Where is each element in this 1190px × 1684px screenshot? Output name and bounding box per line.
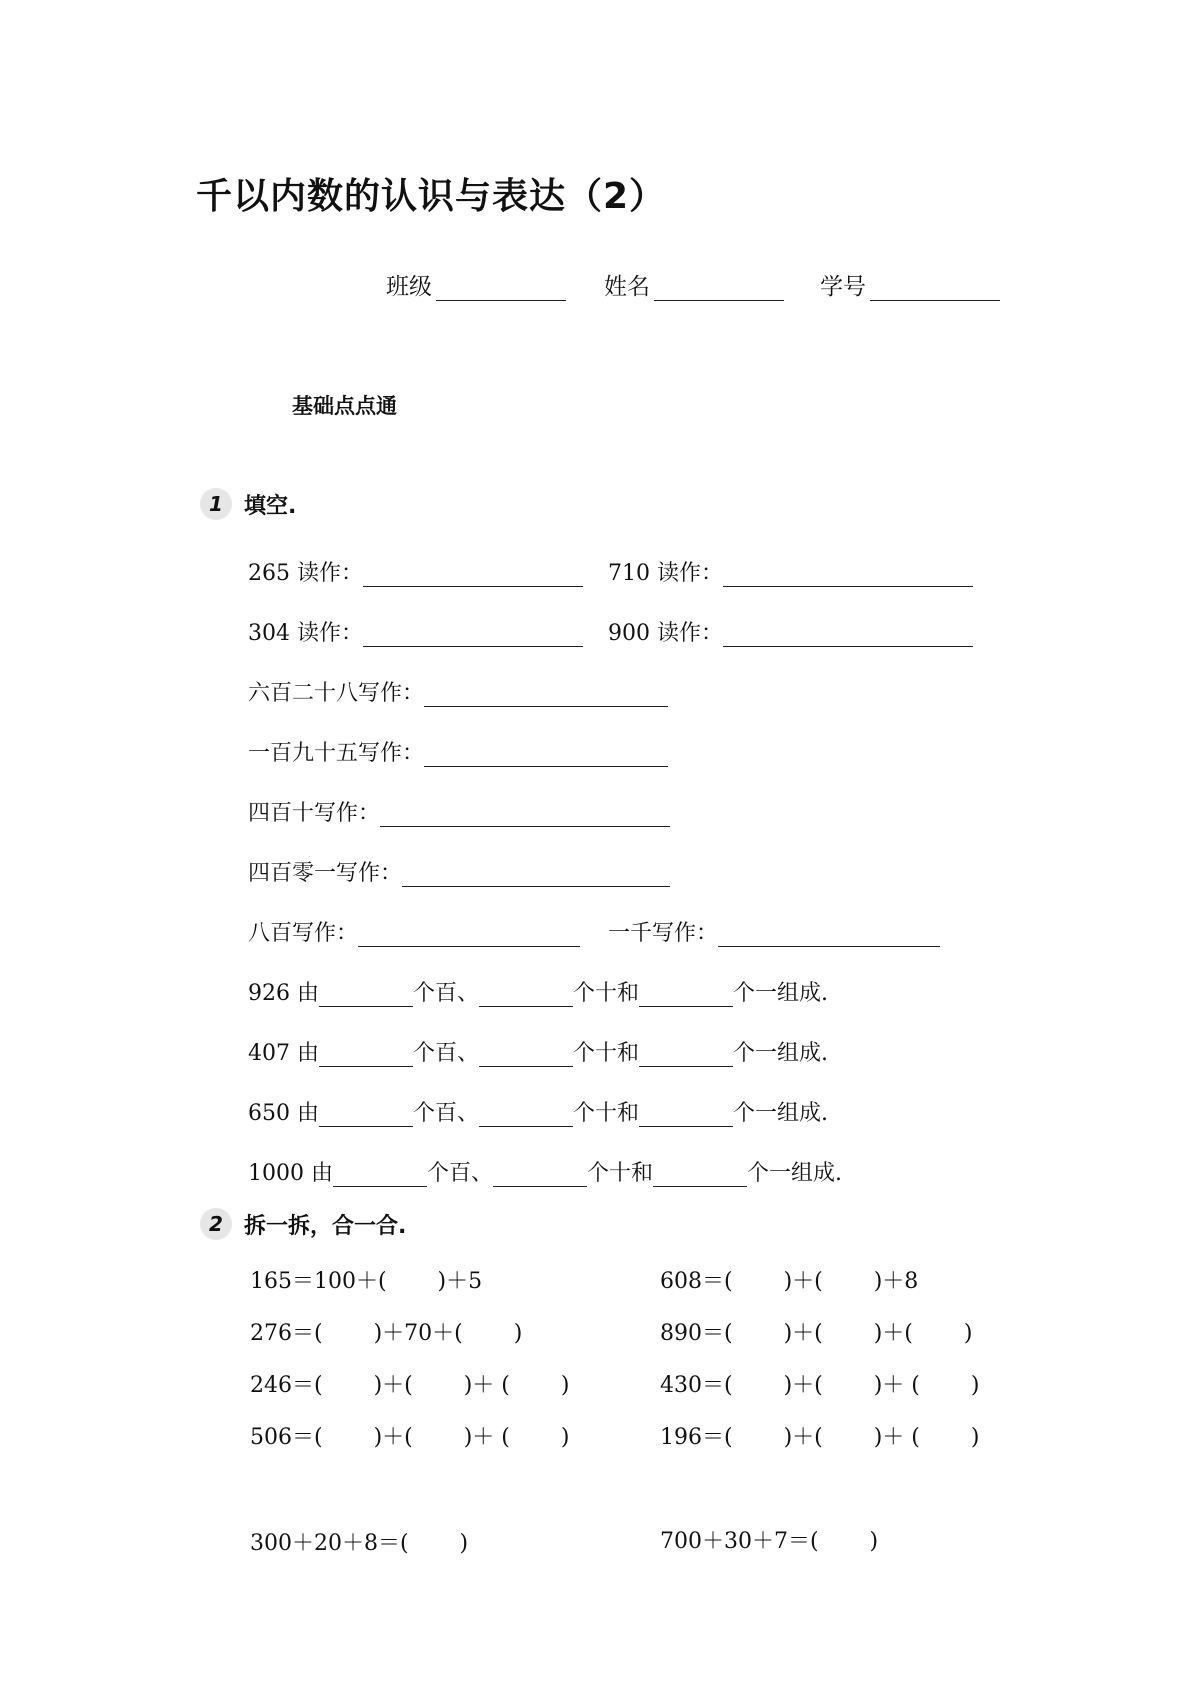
compose-number: 650 由 [248,1101,319,1126]
question-number-badge: 1 [200,488,232,520]
split-equation[interactable]: 608＝( )＋( )＋8 [660,1269,919,1294]
question-number-badge: 2 [200,1208,232,1240]
name-blank[interactable] [654,278,784,301]
tens-label: 个十和 [573,1041,640,1066]
answer-blank[interactable] [402,864,670,887]
ones-blank[interactable] [639,1104,733,1127]
ones-label: 个一组成. [747,1161,843,1186]
split-equation[interactable]: 165＝100＋( )＋5 [250,1269,483,1294]
tens-blank[interactable] [479,1104,573,1127]
tens-label: 个十和 [587,1161,654,1186]
compose-row [248,1036,828,1067]
split-equation[interactable]: 276＝( )＋70＋( ) [250,1321,523,1346]
answer-blank[interactable] [723,564,973,587]
answer-blank[interactable] [363,564,583,587]
sum-equation[interactable]: 700＋30＋7＝( ) [660,1529,879,1554]
question-title: 拆一拆，合一合. [244,1213,407,1239]
read-row [248,616,583,647]
write-row [248,856,670,887]
id-field [820,268,1000,301]
compose-number: 1000 由 [248,1161,333,1186]
tens-blank[interactable] [479,984,573,1007]
write-row [248,796,670,827]
split-equation[interactable]: 430＝( )＋( )＋ ( ) [660,1373,980,1398]
write-prompt: 四百零一写作： [248,861,403,886]
hundreds-blank[interactable] [319,984,413,1007]
answer-blank[interactable] [363,624,583,647]
write-prompt: 一千写作： [608,921,719,946]
hundreds-blank[interactable] [319,1044,413,1067]
question-2-heading [200,1208,406,1240]
ones-label: 个一组成. [733,1101,829,1126]
page-title: 千以内数的认识与表达（2） [196,176,667,217]
answer-blank[interactable] [358,924,580,947]
write-prompt: 一百九十五写作： [248,741,425,766]
answer-blank[interactable] [723,624,973,647]
compose-number: 926 由 [248,981,319,1006]
question-title: 填空. [244,493,297,519]
split-equation[interactable]: 246＝( )＋( )＋ ( ) [250,1373,570,1398]
name-label: 姓名 [604,274,650,300]
write-prompt: 四百十写作： [248,801,381,826]
read-prompt: 265 读作： [248,561,363,586]
split-equation[interactable]: 506＝( )＋( )＋ ( ) [250,1425,570,1450]
ones-blank[interactable] [653,1164,747,1187]
read-row [248,556,583,587]
write-row [248,916,580,947]
question-1-heading [200,488,296,520]
write-prompt: 八百写作： [248,921,359,946]
hundreds-label: 个百、 [413,1101,480,1126]
ones-label: 个一组成. [733,981,829,1006]
ones-label: 个一组成. [733,1041,829,1066]
tens-blank[interactable] [479,1044,573,1067]
tens-blank[interactable] [493,1164,587,1187]
answer-blank[interactable] [424,744,668,767]
compose-number: 407 由 [248,1041,319,1066]
read-row [608,616,973,647]
write-prompt: 六百二十八写作： [248,681,425,706]
answer-blank[interactable] [424,684,668,707]
read-row [608,556,973,587]
class-field [386,268,566,301]
name-field [604,268,784,301]
read-prompt: 900 读作： [608,621,723,646]
hundreds-blank[interactable] [333,1164,427,1187]
ones-blank[interactable] [639,984,733,1007]
read-prompt: 710 读作： [608,561,723,586]
compose-row [248,1156,842,1187]
answer-blank[interactable] [380,804,670,827]
sum-equation[interactable]: 300＋20＋8＝( ) [250,1531,469,1556]
compose-row [248,1096,828,1127]
compose-row [248,976,828,1007]
hundreds-blank[interactable] [319,1104,413,1127]
hundreds-label: 个百、 [413,981,480,1006]
class-label: 班级 [386,274,432,300]
hundreds-label: 个百、 [413,1041,480,1066]
write-row [608,916,940,947]
ones-blank[interactable] [639,1044,733,1067]
tens-label: 个十和 [573,1101,640,1126]
answer-blank[interactable] [718,924,940,947]
read-prompt: 304 读作： [248,621,363,646]
split-equation[interactable]: 890＝( )＋( )＋( ) [660,1321,973,1346]
id-label: 学号 [820,274,866,300]
class-blank[interactable] [436,278,566,301]
write-row [248,676,668,707]
split-equation[interactable]: 196＝( )＋( )＋ ( ) [660,1425,980,1450]
section-title: 基础点点通 [292,394,397,418]
write-row [248,736,668,767]
tens-label: 个十和 [573,981,640,1006]
hundreds-label: 个百、 [426,1161,493,1186]
id-blank[interactable] [870,278,1000,301]
